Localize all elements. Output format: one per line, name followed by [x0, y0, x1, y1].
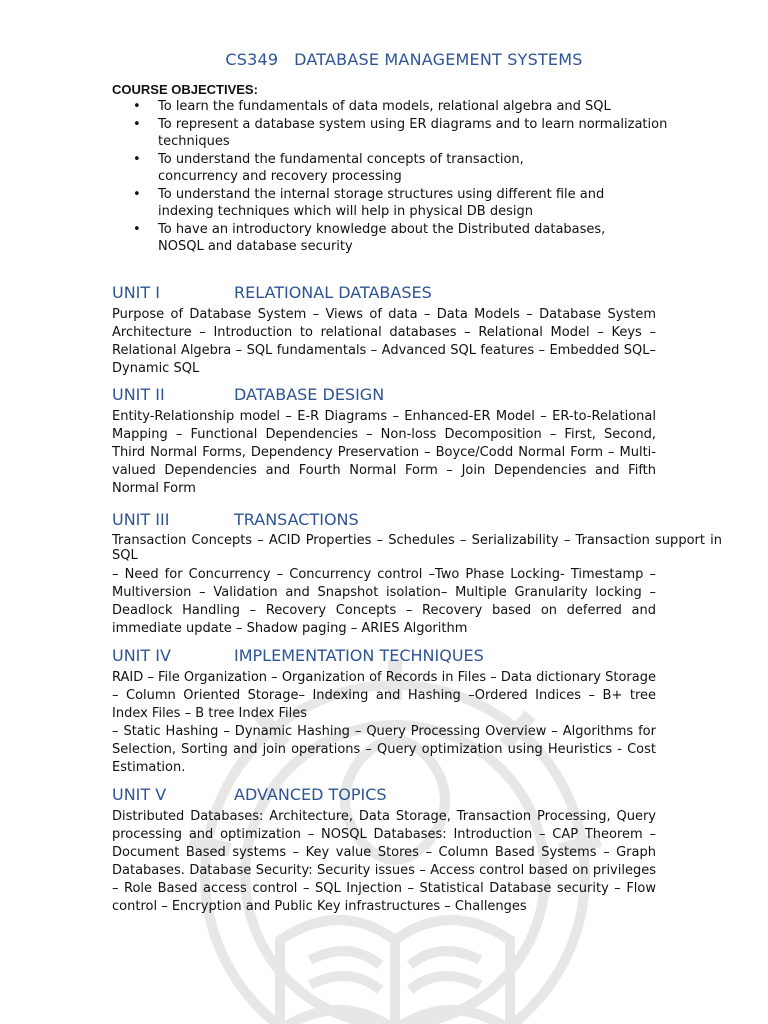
unit-number: UNIT III: [112, 509, 170, 529]
unit-paragraph: Purpose of Database System – Views of data – Data Models – Database System Architecture – Introduction to relational databases – Relational Model – Keys – Relational Algebra – SQL fundamentals – Advanced SQL features – Embedded SQL– Dynamic SQL: [112, 306, 656, 376]
course-title: DATABASE MANAGEMENT SYSTEMS: [294, 50, 583, 69]
unit-number: UNIT IV: [112, 645, 171, 665]
unit-heading: [112, 283, 724, 302]
unit-paragraph: Entity-Relationship model – E-R Diagrams – Enhanced-ER Model – ER-to-Relational Mapping – Functional Dependencies – Non-loss Decomposition – First, Second, Third Normal Forms, Dependency Preservation – Boyce/Codd Normal Form – Multi-valued Dependencies and Fourth Normal Form – Join Dependencies and Fifth Normal Form: [112, 408, 656, 496]
objective-text: To understand the internal storage structures using different file and indexing techniques which will help in physical DB design: [158, 186, 605, 219]
objectives-heading: COURSE OBJECTIVES:: [112, 82, 258, 97]
unit-number: UNIT V: [112, 784, 167, 804]
unit-content: [112, 408, 656, 498]
objective-item: [112, 186, 638, 221]
bullet-icon: •: [133, 186, 141, 202]
unit-heading: [112, 646, 724, 665]
unit-title: IMPLEMENTATION TECHNIQUES: [234, 645, 484, 665]
objectives-list: [112, 98, 724, 256]
bullet-icon: •: [133, 151, 141, 167]
unit-content: [112, 808, 656, 916]
unit-title: DATABASE DESIGN: [234, 384, 385, 404]
bullet-icon: •: [133, 221, 141, 237]
objective-text: To understand the fundamental concepts of transaction, concurrency and recovery processing: [158, 151, 524, 184]
objective-item: [112, 221, 648, 256]
unit-paragraph: – Need for Concurrency – Concurrency control –Two Phase Locking- Timestamp – Multiversion – Validation and Snapshot isolation– Multiple Granularity locking – Deadlock Handling – Recovery Concepts – Recovery based on deferred and immediate update – Shadow paging – ARIES Algorithm: [112, 566, 656, 636]
unit-paragraph: – Static Hashing – Dynamic Hashing – Query Processing Overview – Algorithms for Selection, Sorting and join operations – Query optimization using Heuristics - Cost Estimation.: [112, 723, 656, 775]
objective-text: To have an introductory knowledge about the Distributed databases, NOSQL and database security: [158, 221, 606, 254]
bullet-icon: •: [133, 99, 141, 114]
unit-paragraph: RAID – File Organization – Organization of Records in Files – Data dictionary Storage – Column Oriented Storage– Indexing and Hashing –Ordered Indices – B+ tree Index Files – B tree Index Files: [112, 669, 656, 721]
unit-content: [112, 669, 656, 777]
unit-title: TRANSACTIONS: [234, 509, 359, 529]
unit-heading: [112, 510, 724, 529]
page-title: [112, 50, 724, 69]
unit-number: UNIT I: [112, 282, 160, 302]
unit-heading: [112, 785, 724, 804]
unit-title: RELATIONAL DATABASES: [234, 282, 432, 302]
objective-text: To learn the fundamentals of data models, relational algebra and SQL: [158, 99, 611, 114]
unit-title: ADVANCED TOPICS: [234, 784, 387, 804]
unit-paragraph: Transaction Concepts – ACID Properties – Schedules – Serializability – Transaction support in SQL: [112, 532, 722, 563]
course-code: CS349: [225, 50, 279, 69]
unit-heading: [112, 385, 724, 404]
syllabus-page: [112, 50, 724, 916]
objective-item: [112, 116, 703, 151]
unit-number: UNIT II: [112, 384, 165, 404]
objective-item: [112, 98, 703, 116]
unit-content: [112, 306, 656, 378]
objective-item: [112, 151, 578, 186]
objective-text: To represent a database system using ER diagrams and to learn normalization techniques: [158, 116, 668, 149]
unit-content: [112, 532, 722, 638]
unit-paragraph: Distributed Databases: Architecture, Data Storage, Transaction Processing, Query processing and optimization – NOSQL Databases: Introduction – CAP Theorem – Document Based systems – Key value Stores – Column Based Systems – Graph Databases. Database Security: Security issues – Access control based on privileges – Role Based access control – SQL Injection – Statistical Database security – Flow control – Encryption and Public Key infrastructures – Challenges: [112, 808, 656, 914]
bullet-icon: •: [133, 116, 141, 132]
